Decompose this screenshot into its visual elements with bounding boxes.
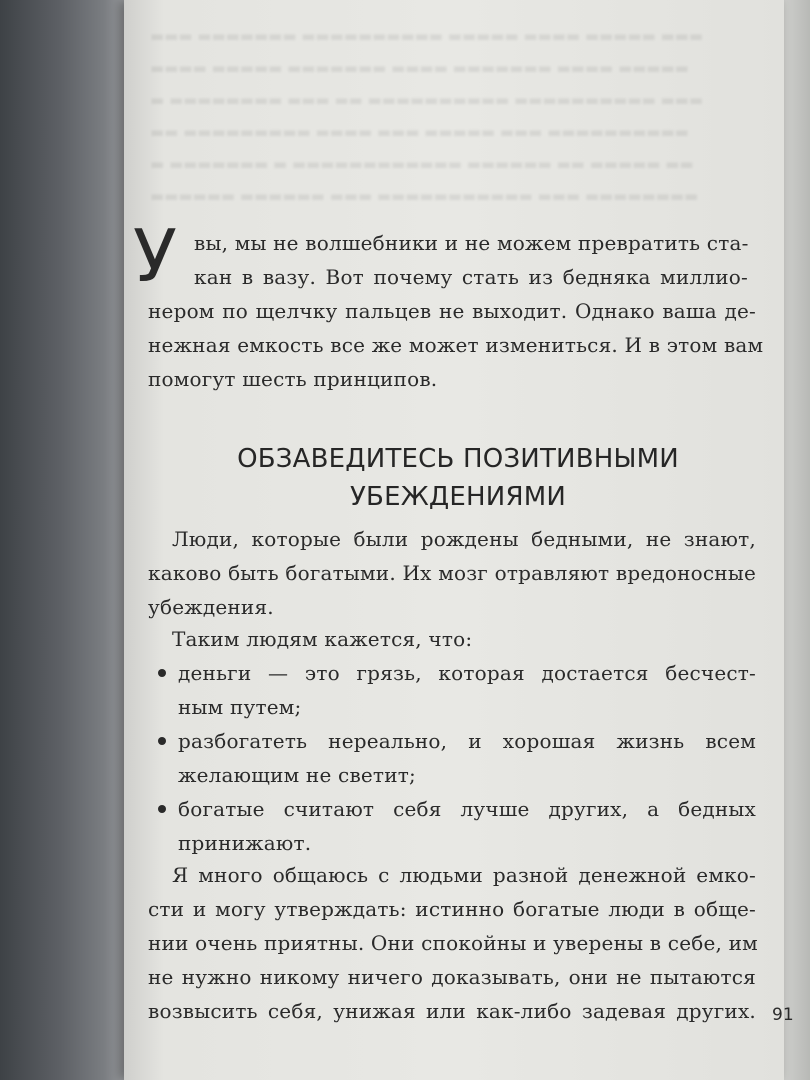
page-number: 91 (772, 1005, 794, 1025)
list-item-line: богатые считают себя лучше других, а бедных (178, 797, 756, 821)
show-through-text: ▬▬▬ ▬▬▬▬▬▬▬ ▬▬▬▬▬▬▬▬▬▬ ▬▬▬▬▬ ▬▬▬▬ ▬▬▬▬▬ ▬▬▬ ▬▬▬▬ ▬▬▬▬▬ ▬▬▬▬▬▬▬ ▬▬▬▬ ▬▬▬▬▬▬▬ ▬▬▬▬ ▬▬▬▬▬ ▬ ▬▬▬▬▬▬▬▬ ▬▬▬ ▬▬ ▬▬▬▬▬▬▬▬▬▬ ▬▬▬▬▬▬▬▬▬▬ ▬▬▬ ▬▬ ▬▬▬▬▬▬▬▬▬ ▬▬▬▬ ▬▬▬ ▬▬▬▬▬ ▬▬▬ ▬▬▬▬▬▬▬▬▬▬ ▬ ▬▬▬▬▬▬▬ ▬ ▬▬▬▬▬▬▬▬▬▬▬▬ ▬▬▬▬▬▬ ▬▬ ▬▬▬▬▬ ▬▬ ▬▬▬▬▬▬ ▬▬▬▬▬▬ ▬▬▬ ▬▬▬▬▬▬▬▬▬▬▬ ▬▬▬ ▬▬▬▬▬▬▬▬ (150, 27, 703, 205)
paragraph-line: Люди, которые были рождены бедными, не знают, (172, 527, 756, 551)
paragraph-line: нии очень приятны. Они спокойны и уверены в себе, им (148, 931, 758, 955)
intro-line: помогут шесть принципов. (148, 367, 438, 391)
paragraph-line: Я много общаюсь с людьми разной денежной емко- (172, 863, 756, 887)
intro-lines-first (194, 226, 748, 294)
paragraph-line: не нужно никому ничего доказывать, они не пытаются (148, 965, 756, 989)
list-item (148, 656, 756, 724)
list-item-line: деньги — это грязь, которая достается бесчест- (178, 661, 756, 685)
intro-line: вы, мы не волшебники и не можем превратить ста- (194, 231, 749, 255)
heading-line: УБЕЖДЕНИЯМИ (349, 482, 566, 512)
paragraph-line: каково быть богатыми. Их мозг отравляют вредоносные (148, 561, 756, 585)
intro-line: нером по щелчку пальцев не выходит. Однако ваша де- (148, 299, 756, 323)
paragraph-beliefs (148, 522, 756, 624)
drop-cap: У (133, 214, 177, 298)
list-intro (148, 622, 756, 656)
list-item-line: ным путем; (178, 695, 302, 719)
paragraph-line: сти и могу утверждать: истинно богатые люди в обще- (148, 897, 756, 921)
list-item-line: разбогатеть нереально, и хорошая жизнь всем (178, 729, 756, 753)
intro-line: нежная емкость все же может измениться. И в этом вам (148, 333, 764, 357)
paragraph-rich-people (148, 858, 756, 1028)
intro-line: кан в вазу. Вот почему стать из бедняка миллио- (194, 265, 748, 289)
list-item-line: принижают. (178, 831, 312, 855)
list-item (148, 724, 756, 792)
bullet-icon (158, 805, 166, 813)
bullet-icon (158, 669, 166, 677)
belief-list (148, 656, 756, 860)
list-intro-line: Таким людям кажется, что: (172, 627, 473, 651)
paragraph-line: возвысить себя, унижая или как-либо задевая других. (148, 999, 756, 1023)
bullet-icon (158, 737, 166, 745)
paragraph-line: убеждения. (148, 595, 274, 619)
heading-line: ОБЗАВЕДИТЕСЬ ПОЗИТИВНЫМИ (237, 444, 679, 474)
list-item (148, 792, 756, 860)
intro-paragraph (148, 294, 764, 396)
section-heading (148, 440, 768, 516)
list-item-line: желающим не светит; (178, 763, 416, 787)
